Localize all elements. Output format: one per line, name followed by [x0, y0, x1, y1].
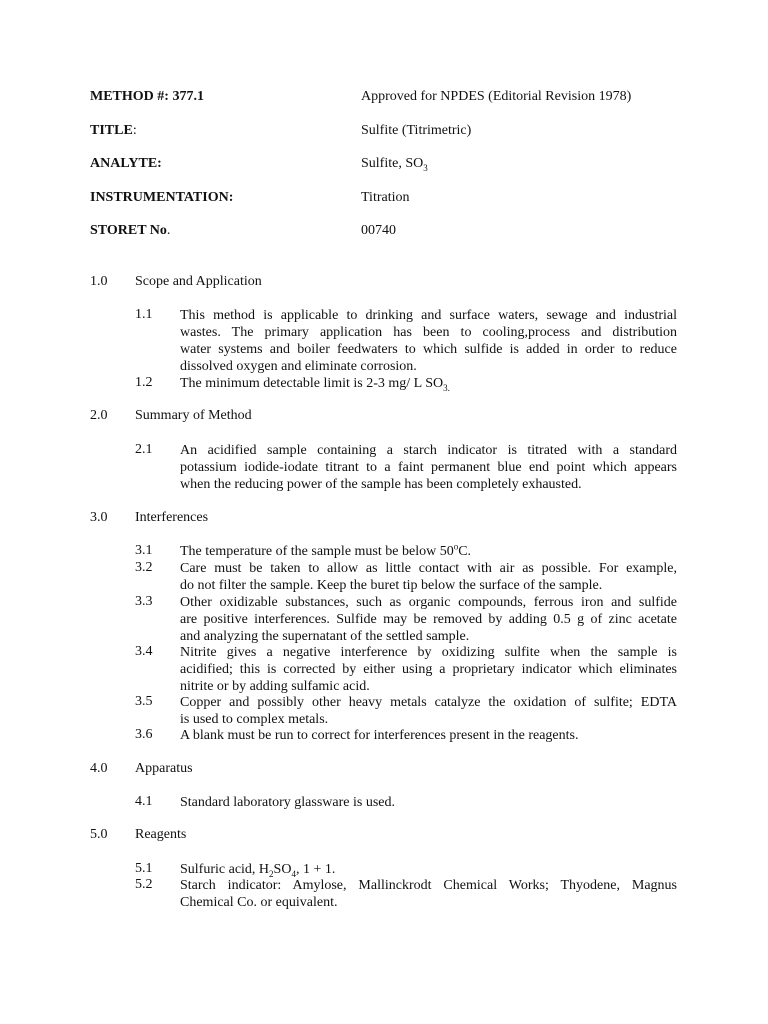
- item-line: Sulfuric acid, H: [180, 862, 270, 877]
- title-value: Sulfite (Titrimetric): [361, 123, 472, 138]
- item-line: Copper and possibly other heavy metals catalyze the oxidation of sulfite; EDTA: [180, 695, 677, 710]
- item-text: [180, 861, 677, 878]
- item-tail: , 1 + 1.: [295, 862, 336, 877]
- instrumentation-label: INSTRUMENTATION:: [90, 190, 234, 205]
- analyte-value: [361, 156, 428, 172]
- title-colon: :: [132, 123, 137, 138]
- section-number: 4.0: [90, 761, 108, 776]
- item-number: 2.1: [135, 442, 153, 457]
- item-text: [180, 307, 677, 375]
- item-line: when the reducing power of the sample has been completely exhausted.: [180, 477, 582, 492]
- section-number: 2.0: [90, 408, 108, 423]
- item-line: Starch indicator: Amylose, Mallinckrodt Chemical Works; Thyodene, Magnus: [180, 878, 677, 893]
- instrumentation-row: [0, 190, 768, 210]
- item-subscript: 2: [269, 868, 274, 878]
- item-number: 3.4: [135, 644, 153, 659]
- item-number: 3.2: [135, 560, 153, 575]
- item-number: 1.1: [135, 307, 153, 322]
- item-line: wastes. The primary application has been to cooling,process and distribution: [180, 325, 677, 340]
- section-number: 3.0: [90, 510, 108, 525]
- item-text: [180, 794, 677, 811]
- storet-label: [90, 223, 170, 239]
- item-line: Nitrite gives a negative interference by oxidizing sulfite when the sample is: [180, 645, 677, 660]
- section-heading: [0, 510, 768, 528]
- item-text: [180, 727, 677, 744]
- item-number: 3.1: [135, 543, 153, 558]
- item-text: [180, 594, 677, 645]
- section-title: Interferences: [135, 510, 209, 525]
- instrumentation-value: Titration: [361, 190, 410, 205]
- item-text: [180, 560, 677, 594]
- item-line: Other oxidizable substances, such as organic compounds, ferrous iron and sulfide: [180, 595, 677, 610]
- item-text: [180, 877, 677, 911]
- method-row: [0, 89, 768, 109]
- item-line: The temperature of the sample must be below 50: [180, 544, 454, 559]
- analyte-subscript: 3: [423, 162, 428, 173]
- item-text: [180, 644, 677, 695]
- method-value: Approved for NPDES (Editorial Revision 1978): [361, 89, 632, 104]
- degree-superscript: o: [453, 543, 459, 552]
- section-title: Reagents: [135, 827, 187, 842]
- title-label: [90, 123, 137, 139]
- item-number: 1.2: [135, 375, 153, 390]
- item-line: are positive interferences. Sulfide may be removed by adding 0.5 g of zinc acetate: [180, 612, 677, 627]
- section-heading: [0, 827, 768, 845]
- item-line: potassium iodide-iodate titrant to a faint permanent blue end point which appears: [180, 460, 677, 475]
- item-line: Standard laboratory glassware is used.: [180, 795, 395, 810]
- section-title: Scope and Application: [135, 274, 262, 289]
- item-tail: C.: [458, 544, 472, 559]
- item-subscript: 3.: [443, 382, 450, 392]
- item-line: Care must be taken to allow as little contact with air as possible. For example,: [180, 561, 677, 576]
- item-number: 3.3: [135, 594, 153, 609]
- item-line: and analyzing the supernatant of the settled sample.: [180, 629, 470, 644]
- item-line: Chemical Co. or equivalent.: [180, 895, 338, 910]
- analyte-row: [0, 156, 768, 176]
- analyte-value-text: Sulfite, SO: [361, 156, 424, 171]
- item-number: 5.2: [135, 877, 153, 892]
- item-line: is used to complex metals.: [180, 712, 329, 727]
- item-line: A blank must be run to correct for interferences present in the reagents.: [180, 728, 579, 743]
- item-number: 3.5: [135, 694, 153, 709]
- title-row: [0, 123, 768, 143]
- section-number: 1.0: [90, 274, 108, 289]
- section-heading: [0, 761, 768, 779]
- item-text: [180, 694, 677, 728]
- item-line: dissolved oxygen and eliminate corrosion.: [180, 359, 417, 374]
- method-label: METHOD #: 377.1: [90, 89, 204, 104]
- item-text: [180, 375, 677, 392]
- storet-label-text: STORET No: [90, 223, 167, 238]
- item-subscript: 4: [291, 868, 296, 878]
- section-number: 5.0: [90, 827, 108, 842]
- item-line: nitrite or by adding sulfamic acid.: [180, 679, 370, 694]
- item-number: 3.6: [135, 727, 153, 742]
- item-line: This method is applicable to drinking and surface waters, sewage and industrial: [180, 308, 677, 323]
- storet-value: 00740: [361, 223, 396, 238]
- section-title: Summary of Method: [135, 408, 252, 423]
- item-line: acidified; this is corrected by either using a proprietary indicator which eliminates: [180, 662, 677, 677]
- section-title: Apparatus: [135, 761, 193, 776]
- storet-dot: .: [166, 223, 171, 238]
- item-line: An acidified sample containing a starch indicator is titrated with a standard: [180, 443, 677, 458]
- section-heading: [0, 274, 768, 292]
- title-label-text: TITLE: [90, 123, 133, 138]
- analyte-label: ANALYTE:: [90, 156, 162, 171]
- item-number: 4.1: [135, 794, 153, 809]
- item-line: do not filter the sample. Keep the buret tip below the surface of the sample.: [180, 578, 603, 593]
- item-number: 5.1: [135, 861, 153, 876]
- section-heading: [0, 408, 768, 426]
- storet-row: [0, 223, 768, 243]
- item-line: water systems and boiler feedwaters to which sulfide is added in order to reduce: [180, 342, 677, 357]
- item-line: The minimum detectable limit is 2-3 mg/ L SO: [180, 376, 444, 391]
- item-text: [180, 543, 677, 560]
- item-mid: SO: [273, 862, 292, 877]
- item-text: [180, 442, 677, 493]
